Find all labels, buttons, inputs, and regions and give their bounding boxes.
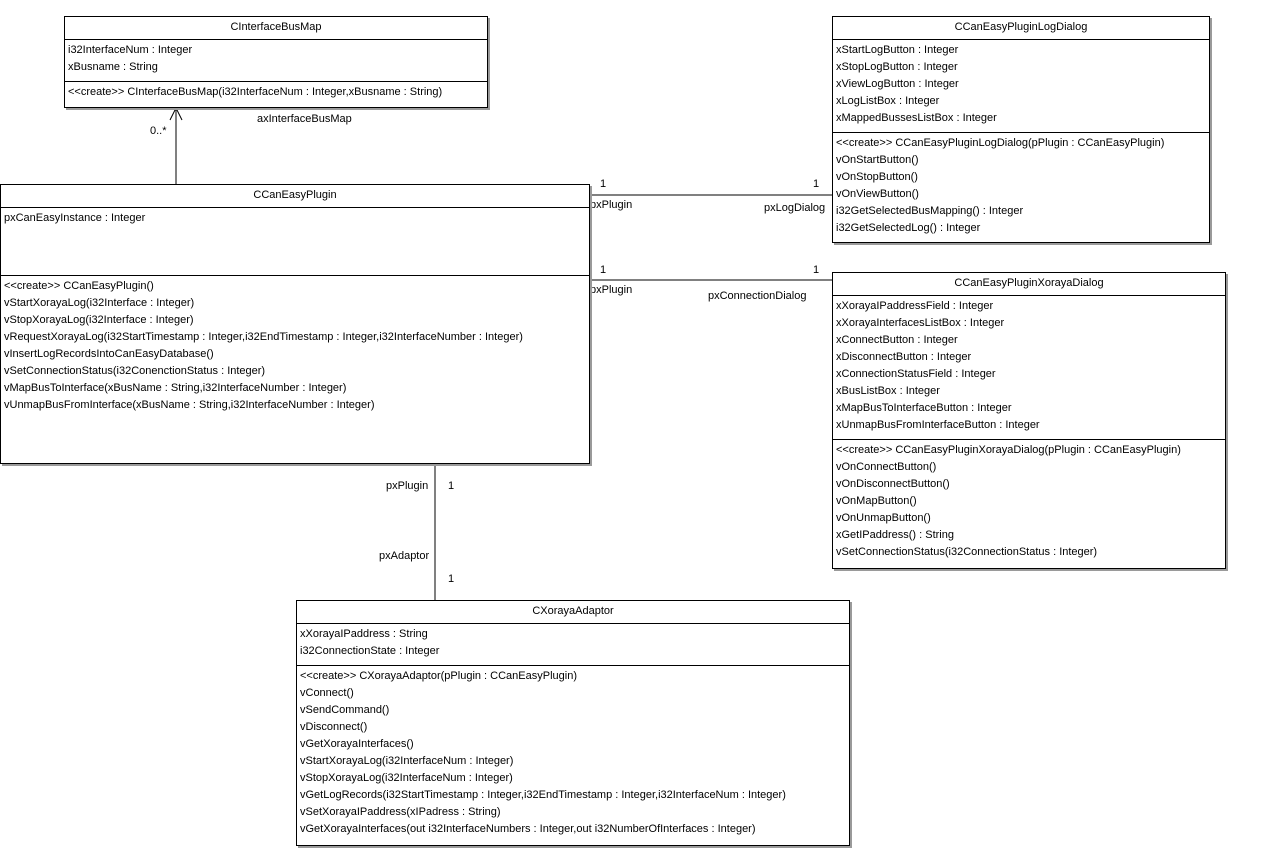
logdialog-plugin-multiplicity: 1 [600,178,607,190]
operations-compartment [297,666,849,841]
attribute: xBusname : String [68,61,158,73]
attribute: xLogListBox : Integer [836,95,940,107]
operation: vOnMapButton() [836,495,917,507]
operation: <<create>> CXorayaAdaptor(pPlugin : CCanEasyPlugin) [300,670,577,682]
adaptor-adaptor-role: pxAdaptor [379,550,430,562]
operation: <<create>> CCanEasyPlugin() [4,280,154,292]
attributes-compartment [65,40,487,82]
operation: <<create>> CCanEasyPluginXorayaDialog(pPlugin : CCanEasyPlugin) [836,444,1181,456]
operation: vOnUnmapButton() [836,512,931,524]
operation: vSetConnectionStatus(i32ConnectionStatus : Integer) [836,546,1098,558]
adaptor-plugin-role: pxPlugin [386,480,429,492]
attribute: xConnectButton : Integer [836,334,958,346]
operation: vRequestXorayaLog(i32StartTimestamp : Integer,i32EndTimestamp : Integer,i32InterfaceNumber : Integer) [4,331,523,343]
attributes-compartment [833,296,1225,440]
operations-compartment [65,82,487,104]
operation: <<create>> CCanEasyPluginLogDialog(pPlugin : CCanEasyPlugin) [836,137,1165,149]
class-name: CInterfaceBusMap [65,17,487,40]
attribute: xMapBusToInterfaceButton : Integer [836,402,1012,414]
class-box-cinterfacebusmap[interactable] [64,16,488,108]
connection-dialog-role: pxConnectionDialog [708,290,807,302]
adaptor-plugin-multiplicity: 1 [448,480,455,492]
operation: vOnConnectButton() [836,461,937,473]
operation: vSetXorayaIPaddress(xIPadress : String) [300,806,501,818]
operation: vMapBusToInterface(xBusName : String,i32InterfaceNumber : Integer) [4,382,347,394]
attribute: pxCanEasyInstance : Integer [4,212,146,224]
operation: vConnect() [300,687,354,699]
operation: vSetConnectionStatus(i32ConenctionStatus : Integer) [4,365,266,377]
attributes-compartment [1,208,589,276]
attributes-compartment [833,40,1209,133]
busmap-role: axInterfaceBusMap [257,113,352,125]
attribute: xXorayaIPaddressField : Integer [836,300,994,312]
attribute: xXorayaInterfacesListBox : Integer [836,317,1005,329]
operation: i32GetSelectedLog() : Integer [836,222,981,234]
attribute: xMappedBussesListBox : Integer [836,112,997,124]
operation: vOnDisconnectButton() [836,478,950,490]
class-box-ccaneasyplugin[interactable] [0,184,590,464]
operation: vSendCommand() [300,704,390,716]
attribute: xUnmapBusFromInterfaceButton : Integer [836,419,1040,431]
logdialog-dialog-role: pxLogDialog [764,202,826,214]
attribute: xBusListBox : Integer [836,385,940,397]
operation: vStartXorayaLog(i32Interface : Integer) [4,297,195,309]
attribute: xXorayaIPaddress : String [300,628,428,640]
operation: <<create>> CInterfaceBusMap(i32InterfaceNum : Integer,xBusname : String) [68,86,443,98]
attribute: xStopLogButton : Integer [836,61,958,73]
class-box-cxorayaadaptor[interactable] [296,600,850,846]
class-box-ccaneasypluginlogdialog[interactable] [832,16,1210,243]
connection-dialog-multiplicity: 1 [813,264,820,276]
connection-plugin-role: pxPlugin [590,284,633,296]
operation: vGetLogRecords(i32StartTimestamp : Integer,i32EndTimestamp : Integer,i32InterfaceNum : Integer) [300,789,786,801]
class-name: CCanEasyPluginLogDialog [833,17,1209,40]
operations-compartment [833,440,1225,564]
class-name: CCanEasyPluginXorayaDialog [833,273,1225,296]
operation: vOnViewButton() [836,188,919,200]
operation: vStopXorayaLog(i32InterfaceNum : Integer) [300,772,513,784]
operation: vStartXorayaLog(i32InterfaceNum : Integer) [300,755,514,767]
adaptor-adaptor-multiplicity: 1 [448,573,455,585]
attribute: xConnectionStatusField : Integer [836,368,996,380]
operation: vUnmapBusFromInterface(xBusName : String,i32InterfaceNumber : Integer) [4,399,375,411]
class-box-ccaneasypluginxorayadialog[interactable] [832,272,1226,569]
operations-compartment [833,133,1209,240]
class-name: CCanEasyPlugin [1,185,589,208]
operation: vOnStartButton() [836,154,919,166]
operation: vGetXorayaInterfaces(out i32InterfaceNumbers : Integer,out i32NumberOfInterfaces : Integer) [300,823,756,835]
operation: vStopXorayaLog(i32Interface : Integer) [4,314,194,326]
operation: vDisconnect() [300,721,368,733]
attribute: xStartLogButton : Integer [836,44,959,56]
class-name: CXorayaAdaptor [297,601,849,624]
operation: i32GetSelectedBusMapping() : Integer [836,205,1024,217]
attribute: xViewLogButton : Integer [836,78,959,90]
connection-plugin-multiplicity: 1 [600,264,607,276]
operation: vInsertLogRecordsIntoCanEasyDatabase() [4,348,214,360]
attribute: i32InterfaceNum : Integer [68,44,193,56]
operation: xGetIPaddress() : String [836,529,954,541]
attribute: xDisconnectButton : Integer [836,351,972,363]
logdialog-dialog-multiplicity: 1 [813,178,820,190]
attributes-compartment [297,624,849,666]
operation: vOnStopButton() [836,171,918,183]
busmap-multiplicity: 0..* [150,125,167,137]
attribute: i32ConnectionState : Integer [300,645,440,657]
operations-compartment [1,276,589,417]
logdialog-plugin-role: pxPlugin [590,199,633,211]
operation: vGetXorayaInterfaces() [300,738,414,750]
